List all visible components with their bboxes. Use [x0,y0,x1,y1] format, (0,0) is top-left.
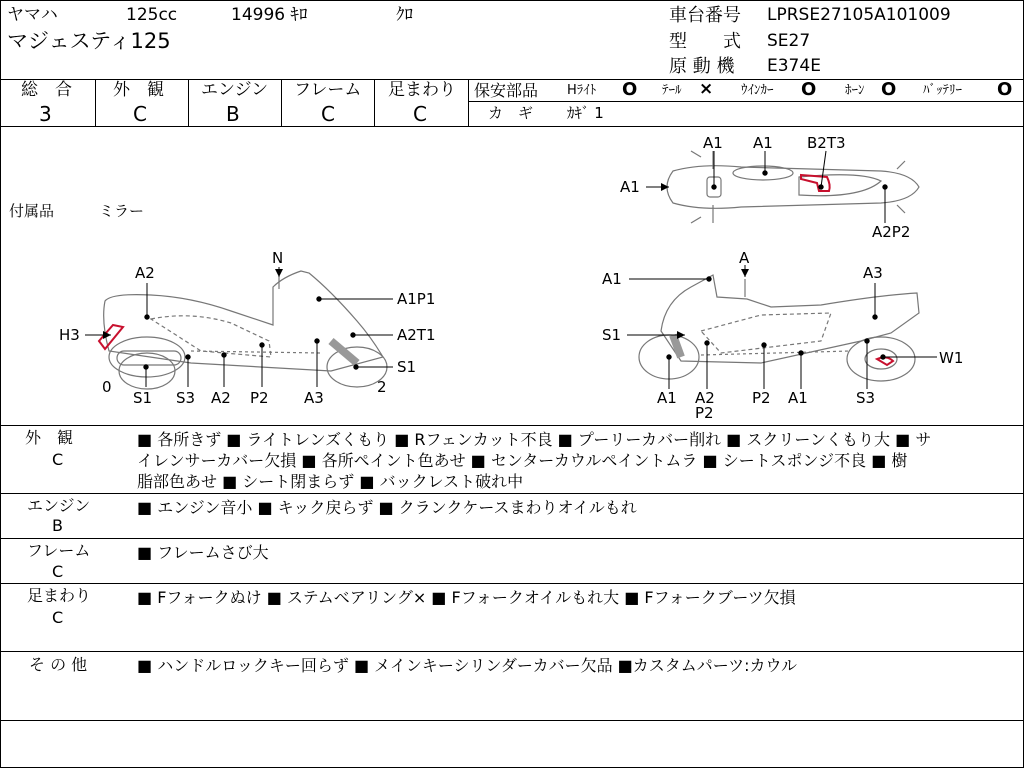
right-label-s3: S3 [856,389,876,407]
arrow-heads [103,183,749,339]
rule [188,79,189,126]
remark-exterior-title: 外 観 [25,428,74,447]
grade-exterior: C [133,102,147,126]
grade-total-label: 総 合 [21,80,72,100]
grade-suspension-label: 足まわり [388,80,456,100]
rule [1,583,1023,584]
remark-other-title: そ の 他 [29,655,88,674]
grade-suspension: C [413,102,427,126]
rule [374,79,375,126]
right-label-a1-b2: A1 [788,389,808,407]
left-label-s3: S3 [176,389,196,407]
grade-frame-label: フレーム [294,80,362,100]
rule [95,79,96,126]
right-label-a1-b1: A1 [657,389,677,407]
remark-frame-grade: C [52,562,64,581]
mileage: 14996 ｷﾛ [231,5,308,25]
displacement: 125cc [126,5,178,25]
left-label-a3: A3 [304,389,324,407]
key-label: カ ギ [488,104,534,122]
left-label-two: 2 [377,378,387,396]
rule [1,651,1023,652]
left-label-n: N [272,249,284,267]
left-label-a2-top: A2 [135,264,155,282]
leader-lines [85,151,937,389]
grade-engine-label: エンジン [201,80,269,100]
remark-suspension [137,587,796,608]
engine-model-value: E374E [767,56,821,76]
key-value: ｶｷﾞ 1 [567,104,604,122]
rule [281,79,282,126]
remark-exterior [137,429,931,492]
left-label-a2: A2 [211,389,231,407]
right-label-a1-top: A1 [602,270,622,288]
remark-engine-title: エンジン [27,496,91,515]
left-label-a2t1: A2T1 [397,326,436,344]
safety-battery: ﾊﾞｯﾃﾘｰ [923,83,962,98]
grade-exterior-label: 外 観 [113,80,164,100]
engine-model-label: 原 動 機 [669,56,735,77]
remark-suspension-title: 足まわり [27,586,92,605]
accessories-label: 付属品 [9,202,55,220]
safety-winker-mark: O [801,79,817,100]
remark-engine-grade: B [52,516,63,535]
remark-suspension-grade: C [52,608,64,627]
maker: ヤマハ [7,5,58,25]
frame-no-label: 車台番号 [669,5,741,26]
left-label-p2: P2 [250,389,269,407]
type-value: SE27 [767,31,811,51]
safety-headlight: Hﾗｲﾄ [567,83,597,98]
top-label-a1-right: A1 [620,178,640,196]
top-label-a1-left: A1 [703,134,723,152]
right-label-a2-b: A2 [695,389,715,407]
type-label: 型 式 [669,31,741,52]
damage-diagram [1,127,1023,425]
left-label-h3: H3 [59,326,80,344]
remark-other [137,655,797,676]
frame-no: LPRSE27105A101009 [767,5,951,25]
right-label-s1: S1 [602,326,622,344]
top-label-a2p2: A2P2 [872,223,911,241]
remark-line: イレンサーカバー欠損 ■ 各所ペイント色あせ ■ センターカウルペイントムラ ■ シートスポンジ不良 ■ 樹 [137,451,908,470]
safety-horn: ﾎｰﾝ [845,83,865,98]
top-label-b2t3: B2T3 [807,134,846,152]
left-label-s1-right: S1 [397,358,417,376]
damage-marks [99,175,893,365]
right-label-a3: A3 [863,264,883,282]
remark-line: ■ エンジン音小 ■ キック戻らず ■ クランクケースまわりオイルもれ [137,498,637,517]
grade-total: 3 [39,102,52,126]
rule [468,79,469,126]
left-label-s1: S1 [133,389,153,407]
remark-frame-title: フレーム [27,541,91,560]
right-label-w1: W1 [939,349,964,367]
rule [468,101,1023,102]
safety-horn-mark: O [881,79,897,100]
grade-engine: B [226,102,240,126]
safety-tail-mark: × [699,79,714,99]
left-label-a1p1: A1P1 [397,290,436,308]
right-label-p2-b2: P2 [752,389,771,407]
rule [1,493,1023,494]
rule [1,425,1023,426]
right-label-a: A [739,249,750,267]
right-label-p2-b: P2 [695,404,714,422]
safety-tail: ﾃｰﾙ [662,83,682,98]
remark-exterior-grade: C [52,450,64,469]
rule [1,538,1023,539]
remark-line: ■ フレームさび大 [137,543,269,562]
safety-label: 保安部品 [474,81,539,100]
safety-battery-mark: O [997,79,1013,100]
left-label-zero: 0 [102,378,112,396]
right-side-scooter [639,275,919,381]
remark-engine [137,497,637,518]
remark-line: 脂部色あせ ■ シート閉まらず ■ バックレスト破れ中 [137,472,524,491]
remark-line: ■ ハンドルロックキー回らず ■ メインキーシリンダーカバー欠品 ■カスタムパーツ:カウル [137,656,798,675]
accessories-value: ミラー [99,202,145,220]
remark-line: ■ Fフォークぬけ ■ ステムベアリング× ■ Fフォークオイルもれ大 ■ Fフォークブーツ欠損 [137,588,796,607]
top-view-scooter [667,151,919,223]
top-label-a1-mid: A1 [753,134,773,152]
rule [1,720,1023,721]
safety-winker: ｳｲﾝｶｰ [741,83,774,98]
remark-frame [137,542,269,563]
remark-line: ■ 各所きず ■ ライトレンズくもり ■ Rフェンカット不良 ■ プーリーカバー削れ ■ スクリーンくもり大 ■ サ [137,430,932,449]
color: ｸﾛ [396,5,413,25]
safety-headlight-mark: O [622,79,638,100]
grade-frame: C [321,102,335,126]
model-name: マジェスティ125 [7,29,171,53]
